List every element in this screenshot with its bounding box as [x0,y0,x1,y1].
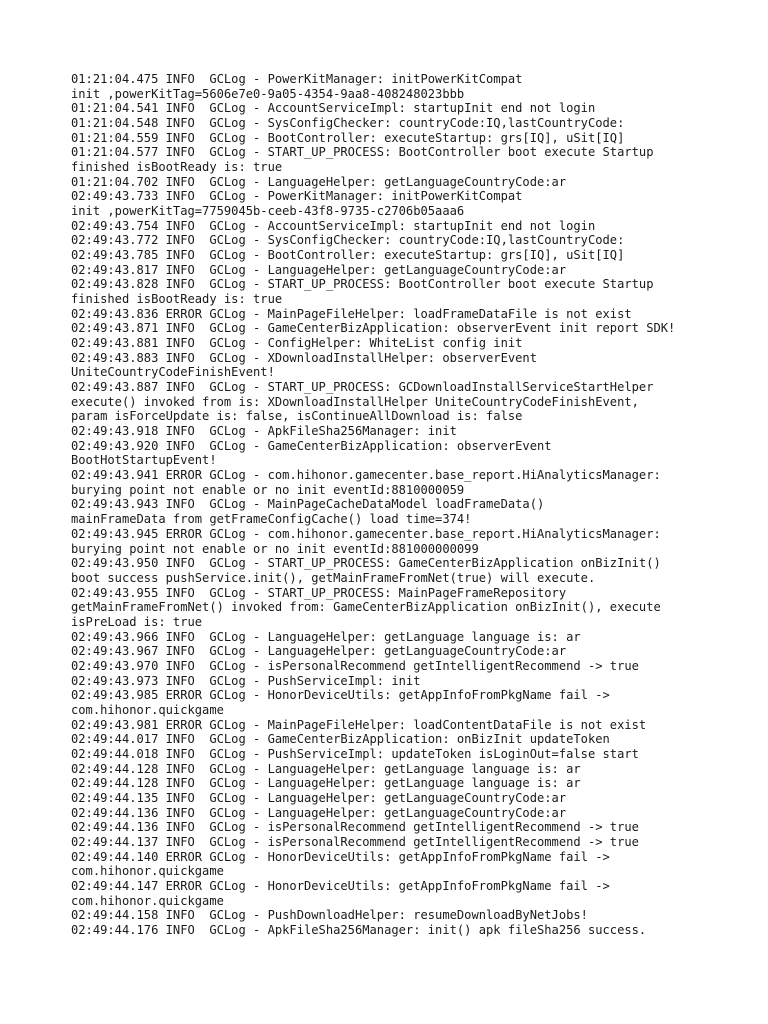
log-line: boot success pushService.init(), getMainFrameFromNet(true) will execute. [71,570,596,585]
log-line: 02:49:43.973 INFO GCLog - PushServiceImpl: init [71,673,421,688]
log-line: 02:49:43.871 INFO GCLog - GameCenterBizApplication: observerEvent init report SDK! [71,321,676,336]
log-line: BootHotStartupEvent! [71,453,217,468]
log-line: init ,powerKitTag=5606e7e0-9a05-4354-9aa8-408248023bbb [71,86,465,101]
log-line: 02:49:44.140 ERROR GCLog - HonorDeviceUtils: getAppInfoFromPkgName fail -> [71,849,610,864]
log-line: finished isBootReady is: true [71,292,283,307]
log-line: 02:49:43.981 ERROR GCLog - MainPageFileHelper: loadContentDataFile is not exist [71,717,647,732]
log-line: 02:49:44.135 INFO GCLog - LanguageHelper: getLanguageCountryCode:ar [71,790,567,805]
log-line: 01:21:04.577 INFO GCLog - START_UP_PROCESS: BootController boot execute Startup [71,145,654,160]
log-line: burying point not enable or no init eventId:8810000059 [71,482,465,497]
log-line: getMainFrameFromNet() invoked from: GameCenterBizApplication onBizInit(), execute [71,600,661,615]
log-line: execute() invoked from is: XDownloadInstallHelper UniteCountryCodeFinishEvent, [71,394,639,409]
log-line: 02:49:44.176 INFO GCLog - ApkFileSha256Manager: init() apk fileSha256 success. [71,922,647,937]
log-line: 02:49:43.772 INFO GCLog - SysConfigChecker: countryCode:IQ,lastCountryCode: [71,233,625,248]
log-line: 02:49:44.137 INFO GCLog - isPersonalRecommend getIntelligentRecommend -> true [71,834,639,849]
log-line: finished isBootReady is: true [71,160,283,175]
log-line: 01:21:04.541 INFO GCLog - AccountServiceImpl: startupInit end not login [71,101,596,116]
log-line: param isForceUpdate is: false, isContinueAllDownload is: false [71,409,523,424]
log-line: 02:49:44.136 INFO GCLog - isPersonalRecommend getIntelligentRecommend -> true [71,820,639,835]
log-line: 02:49:43.918 INFO GCLog - ApkFileSha256Manager: init [71,424,457,439]
log-line: 02:49:43.881 INFO GCLog - ConfigHelper: WhiteList config init [71,336,523,351]
log-line: 02:49:43.955 INFO GCLog - START_UP_PROCESS: MainPageFrameRepository [71,585,567,600]
log-line: 02:49:43.985 ERROR GCLog - HonorDeviceUtils: getAppInfoFromPkgName fail -> [71,688,610,703]
log-line: 02:49:44.017 INFO GCLog - GameCenterBizApplication: onBizInit updateToken [71,732,610,747]
log-line: 02:49:44.136 INFO GCLog - LanguageHelper: getLanguageCountryCode:ar [71,805,567,820]
log-line: 02:49:43.920 INFO GCLog - GameCenterBizApplication: observerEvent [71,438,552,453]
log-line: 02:49:43.887 INFO GCLog - START_UP_PROCESS: GCDownloadInstallServiceStartHelper [71,380,654,395]
log-line: 02:49:43.733 INFO GCLog - PowerKitManager: initPowerKitCompat [71,189,523,204]
log-line: 01:21:04.475 INFO GCLog - PowerKitManager: initPowerKitCompat [71,72,523,86]
log-line: com.hihonor.quickgame [71,893,224,908]
log-line: UniteCountryCodeFinishEvent! [71,365,275,380]
log-line: 02:49:43.754 INFO GCLog - AccountServiceImpl: startupInit end not login [71,218,596,233]
log-line: 02:49:43.945 ERROR GCLog - com.hihonor.gamecenter.base_report.HiAnalyticsManager: [71,526,661,541]
log-line: com.hihonor.quickgame [71,864,224,879]
log-line: isPreLoad is: true [71,614,203,629]
log-line: 02:49:43.950 INFO GCLog - START_UP_PROCESS: GameCenterBizApplication onBizInit() [71,556,661,571]
log-line: mainFrameData from getFrameConfigCache() load time=374! [71,512,472,527]
log-line: 01:21:04.559 INFO GCLog - BootController: executeStartup: grs[IQ], uSit[IQ] [71,130,625,145]
log-line: 01:21:04.702 INFO GCLog - LanguageHelper: getLanguageCountryCode:ar [71,174,567,189]
log-line: com.hihonor.quickgame [71,702,224,717]
log-line: 01:21:04.548 INFO GCLog - SysConfigChecker: countryCode:IQ,lastCountryCode: [71,116,625,131]
log-line: 02:49:43.785 INFO GCLog - BootController: executeStartup: grs[IQ], uSit[IQ] [71,248,625,263]
log-line: 02:49:43.966 INFO GCLog - LanguageHelper: getLanguage language is: ar [71,629,581,644]
log-line: 02:49:44.158 INFO GCLog - PushDownloadHelper: resumeDownloadByNetJobs! [71,908,588,923]
log-line: 02:49:44.147 ERROR GCLog - HonorDeviceUtils: getAppInfoFromPkgName fail -> [71,878,610,893]
log-line: 02:49:44.018 INFO GCLog - PushServiceImpl: updateToken isLoginOut=false start [71,746,639,761]
log-line: 02:49:43.970 INFO GCLog - isPersonalRecommend getIntelligentRecommend -> true [71,658,639,673]
log-text [71,72,721,938]
log-line: 02:49:44.128 INFO GCLog - LanguageHelper: getLanguage language is: ar [71,776,581,791]
log-line: 02:49:43.943 INFO GCLog - MainPageCacheDataModel loadFrameData() [71,497,545,512]
log-line: burying point not enable or no init eventId:881000000099 [71,541,479,556]
log-line: 02:49:43.941 ERROR GCLog - com.hihonor.gamecenter.base_report.HiAnalyticsManager: [71,468,661,483]
log-line: 02:49:43.967 INFO GCLog - LanguageHelper: getLanguageCountryCode:ar [71,644,567,659]
log-line: 02:49:43.883 INFO GCLog - XDownloadInstallHelper: observerEvent [71,350,537,365]
log-line: 02:49:43.836 ERROR GCLog - MainPageFileHelper: loadFrameDataFile is not exist [71,306,632,321]
log-line: 02:49:44.128 INFO GCLog - LanguageHelper: getLanguage language is: ar [71,761,581,776]
log-line: 02:49:43.817 INFO GCLog - LanguageHelper: getLanguageCountryCode:ar [71,262,567,277]
log-line: 02:49:43.828 INFO GCLog - START_UP_PROCESS: BootController boot execute Startup [71,277,654,292]
log-line: init ,powerKitTag=7759045b-ceeb-43f8-9735-c2706b05aaa6 [71,204,465,219]
